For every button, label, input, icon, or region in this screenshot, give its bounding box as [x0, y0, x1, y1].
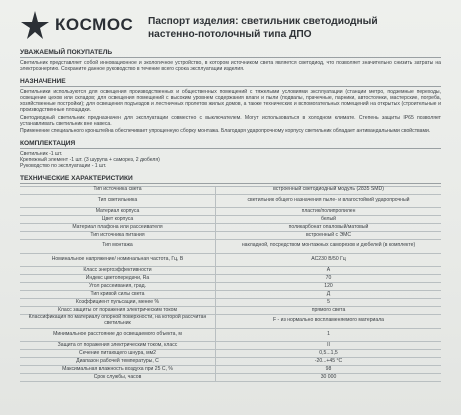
- table-row: [20, 374, 441, 382]
- spec-value: поликарбонат опаловый/матовый: [288, 223, 369, 230]
- spec-value: 0,5...1,5: [319, 349, 338, 356]
- table-row: [20, 187, 441, 195]
- table-row: [20, 329, 441, 343]
- table-row: [20, 358, 441, 366]
- table-row: [20, 299, 441, 307]
- section-kit: [20, 140, 441, 170]
- spec-label: Защита от поражения электрическим током, класс: [20, 342, 216, 349]
- spec-label: Номинальное напряжение/ номинальная частота, Гц, В: [20, 254, 216, 267]
- table-row: [20, 208, 441, 216]
- spec-label: Угол рассеивания, град.: [20, 283, 216, 290]
- spec-label: Срок службы, часов: [20, 374, 216, 381]
- spec-label: Максимальная влажность воздуха при 25 С, %: [20, 366, 216, 373]
- table-row: [20, 366, 441, 374]
- table-row: [20, 254, 441, 268]
- section-divider: [20, 148, 441, 149]
- spec-value: Д: [326, 290, 331, 297]
- spec-label: Классификация по материалу опорной поверхности, на которой рассчитан светильник: [20, 315, 216, 328]
- spec-value: F - из нормально воспламеняемого материала: [272, 317, 385, 324]
- section-divider: [20, 57, 441, 58]
- spec-value: 1: [327, 330, 330, 337]
- spec-value: 120: [324, 282, 333, 289]
- spec-value: встроенный светодиодный модуль (2835 SMD): [273, 186, 384, 193]
- table-row: [20, 342, 441, 350]
- spec-value: A: [326, 266, 331, 273]
- spec-label: Материал корпуса: [20, 208, 216, 215]
- spec-value: AC230 В/50 Гц: [311, 255, 346, 262]
- table-row: [20, 232, 441, 240]
- spec-value: 98: [325, 365, 332, 372]
- brand-logo: [20, 10, 148, 40]
- spec-value: накладной, посредством монтажных саморезов и дюбелей (в комплекте): [241, 242, 416, 249]
- spec-label: Класс защиты от поражения электрическим током: [20, 307, 216, 314]
- spec-label: Коэффициент пульсации, менее %: [20, 299, 216, 306]
- document-title: [148, 8, 441, 41]
- spec-table: [20, 186, 441, 383]
- table-row: [20, 275, 441, 283]
- table-row: [20, 267, 441, 275]
- section-specs: [20, 175, 441, 383]
- table-row: [20, 315, 441, 329]
- table-row: [20, 216, 441, 224]
- kit-item: Руководство по эксплуатации - 1 шт.: [20, 163, 107, 170]
- kit-item: Крепежный элемент -1 шт. (3 шурупа + саморез, 2 дюбеля): [20, 156, 160, 163]
- spec-label: Тип источника света: [20, 187, 216, 194]
- section-title: ТЕХНИЧЕСКИЕ ХАРАКТЕРИСТИКИ: [20, 174, 133, 182]
- table-row: [20, 283, 441, 291]
- spec-value: 5: [327, 298, 330, 305]
- spec-label: Тип светильника: [20, 195, 216, 208]
- spec-label: Сечение питающего шнура, мм2: [20, 350, 216, 357]
- section-divider: [20, 86, 441, 87]
- spec-value: встроенный с ЭМС: [305, 231, 352, 238]
- spec-value: светильник общего назначения пыле- и влагостойкий ударопрочный: [247, 196, 410, 203]
- section-purpose: [20, 78, 441, 135]
- spec-value: II: [327, 341, 330, 348]
- spec-label: Тип кривой силы света: [20, 291, 216, 298]
- spec-label: Индекс цветопередачи, Ra: [20, 275, 216, 282]
- title-line-1: Паспорт изделия: светильник светодиодный: [148, 16, 378, 27]
- purpose-paragraph-1: Светильники используются для освещения производственных и общественных помещений с тяжелыми условиями эксплуатации (станции метро, подземные переходы, освещение цехов или складов; для освещения помещений с высоким уровнем содержания влаги и пыли (подвалы, прачечные, парники, автостоянки, мастерские, погреба, хозяйственные постройки); для освещения подъездов и лестничных пролетов жилых домов, а также технических и вспомогательных помещений на открытых (строительные и производственные площадки.: [20, 88, 441, 114]
- table-row: [20, 195, 441, 209]
- spec-value: 70: [325, 274, 332, 281]
- section-title: УВАЖАЕМЫЙ ПОКУПАТЕЛЬ: [20, 49, 113, 56]
- spec-value: -20...+45 °С: [314, 357, 343, 364]
- spec-label: Материал плафона или рассеивателя: [20, 224, 216, 231]
- spec-label: Цвет корпуса: [20, 216, 216, 223]
- spec-value: прямого света: [311, 306, 346, 313]
- purpose-paragraph-3: Применение специального кронштейна обеспечивает упрощенную сборку монтажа. Благодаря ударопрочному корпусу светильник обладает антивандальными свойствами.: [20, 128, 431, 135]
- table-row: [20, 350, 441, 358]
- title-line-2: настенно-потолочный типа ДПО: [148, 29, 312, 40]
- spec-label: Тип монтажа: [20, 240, 216, 253]
- table-row: [20, 291, 441, 299]
- section-title: НАЗНАЧЕНИЕ: [20, 77, 66, 85]
- spec-label: Класс энергоэффективности: [20, 267, 216, 274]
- section-divider: [20, 183, 441, 184]
- greeting-text: Светильник представляет собой инновационное и экологичное устройство, в котором источником света является светодиод, что позволяет значительно снизить затраты на электроэнергию. Сохраните данное руководство в течение всего срока эксплуатации изделия.: [20, 60, 441, 73]
- purpose-paragraph-2: Светодиодный светильник предназначен для эксплуатации совместно с выключателем. Могут использоваться в холодном климате. Степень защиты IP65 позволяет устанавливать светильник вне навеса.: [20, 114, 441, 128]
- spec-label: Минимальное расстояние до освещаемого объекта, м: [20, 329, 216, 342]
- table-row: [20, 240, 441, 254]
- spec-value: 30 000: [320, 373, 337, 380]
- section-greeting: [20, 49, 441, 73]
- header: [20, 8, 441, 44]
- kit-item: Светильник -1 шт.: [20, 150, 63, 157]
- star-logo-icon: [20, 10, 50, 40]
- table-row: [20, 224, 441, 232]
- spec-value: белый: [320, 215, 336, 222]
- section-title: КОМПЛЕКТАЦИЯ: [20, 139, 76, 147]
- spec-value: пластик/полипропилен: [301, 207, 356, 214]
- brand-name: КОСМОС: [55, 15, 134, 34]
- spec-label: Диапазон рабочей температуры, С: [20, 358, 216, 365]
- spec-label: Тип источника питания: [20, 232, 216, 239]
